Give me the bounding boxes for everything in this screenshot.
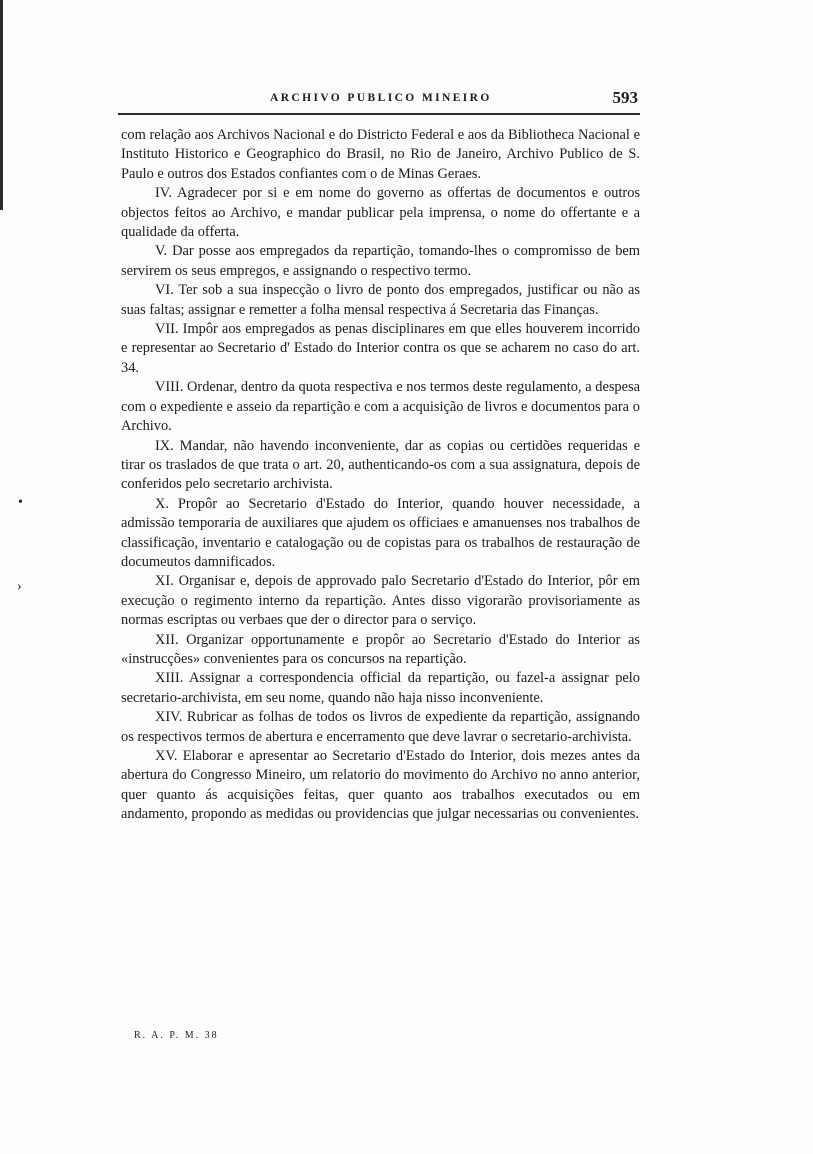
- running-title: ARCHIVO PUBLICO MINEIRO: [270, 92, 492, 104]
- page-number: 593: [612, 88, 638, 107]
- margin-speck: ›: [17, 579, 22, 594]
- paragraph-item-xi: XI. Organisar e, depois de approvado palo Secretario d'Estado do Interior, pôr em execução o regimento interno da repartição. Antes disso vigorarão provisoriamente as normas escriptas ou verbaes que der o director para o serviço.: [121, 573, 640, 629]
- paragraph-item-v: V. Dar posse aos empregados da repartição, tomando-lhes o compromisso de bem servirem os seus empregos, e assignando o respectivo termo.: [121, 243, 640, 279]
- paragraph-item-xiii: XIII. Assignar a correspondencia official da repartição, ou fazel-a assignar pelo secretario-archivista, em seu nome, quando não haja nisso inconveniente.: [121, 670, 640, 706]
- footer-signature: R. A. P. M. 38: [134, 1030, 219, 1041]
- paragraph-item-viii: VIII. Ordenar, dentro da quota respectiva e nos termos deste regulamento, a despesa com o expediente e asseio da repartição e com a acquisição de livros e documentos para o Archivo.: [121, 379, 640, 435]
- paragraph-item-xv: XV. Elaborar e apresentar ao Secretario d'Estado do Interior, dois mezes antes da abertura do Congresso Mineiro, um relatorio do movimento do Archivo no anno anterior, quer quanto ás acquisições feitas, quer quanto aos trabalhos executados ou em andamento, propondo as medidas ou providencias que julgar necessarias ou convenientes.: [121, 748, 640, 823]
- paragraph-item-xii: XII. Organizar opportunamente e propôr ao Secretario d'Estado do Interior as «instrucções» convenientes para os concursos na repartição.: [121, 631, 640, 667]
- paragraph-item-vi: VI. Ter sob a sua inspecção o livro de ponto dos empregados, justificar ou não as suas faltas; assignar e remetter a folha mensal respectiva á Secretaria das Finanças.: [121, 282, 640, 318]
- paragraph-item-xiv: XIV. Rubricar as folhas de todos os livros de expediente da repartição, assignando os respectivos termos de abertura e encerramento que deve lavrar o secretario-archivista.: [121, 709, 640, 745]
- page-header: [118, 88, 640, 114]
- paragraph-item-iv: IV. Agradecer por si e em nome do governo as offertas de documentos e outros objectos feitos ao Archivo, e mandar publicar pela imprensa, o nome do offertante e a qualidade da offerta.: [121, 185, 640, 241]
- paragraph-item-ix: IX. Mandar, não havendo inconveniente, dar as copias ou certidões requeridas e tirar os traslados de que trata o art. 20, authenticando-os com a sua assignatura, depois de conferidos pelo secretario archivista.: [121, 437, 640, 493]
- scan-edge-shadow: [0, 0, 3, 210]
- paragraph-item-x: X. Propôr ao Secretario d'Estado do Interior, quando houver necessidade, a admissão temporaria de auxiliares que ajudem os officiaes e amanuenses nos trabalhos de classificação, inventario e catalogação ou de copistas para os trabalhos de restauração de documeutos damnificados.: [121, 495, 640, 570]
- header-rule: [118, 113, 640, 115]
- body-text: [121, 126, 640, 825]
- margin-speck: •: [18, 495, 23, 510]
- paragraph-item-vii: VII. Impôr aos empregados as penas disciplinares em que elles houverem incorrido e representar ao Secretario d' Estado do Interior contra os que se acharem no caso do art. 34.: [121, 321, 640, 376]
- paragraph-continuation: com relação aos Archivos Nacional e do Districto Federal e aos da Bibliotheca Nacional e Instituto Historico e Geographico do Brasil, no Rio de Janeiro, Archivo Publico de S. Paulo e outros dos Estados confiantes com o de Minas Geraes.: [121, 127, 640, 182]
